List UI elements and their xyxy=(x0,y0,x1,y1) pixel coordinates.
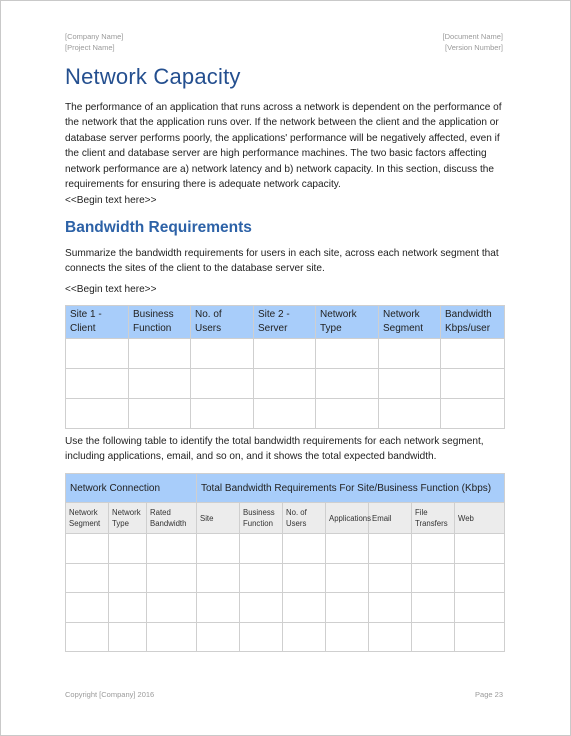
summary-paragraph: Summarize the bandwidth requirements for users in each site, across each network segment that connects the sites of the client to the database server site. xyxy=(65,248,499,275)
begin-text-placeholder: <<Begin text here>> xyxy=(65,284,157,295)
table-cell[interactable] xyxy=(455,593,505,623)
column-header: Network Segment xyxy=(66,503,109,534)
table-row xyxy=(66,369,505,399)
table-cell[interactable] xyxy=(316,399,379,429)
total-bandwidth-table xyxy=(65,473,505,652)
version-number: [Version Number] xyxy=(445,43,503,52)
table-cell[interactable] xyxy=(147,622,197,652)
table-cell[interactable] xyxy=(191,339,254,369)
header-left xyxy=(65,31,123,53)
column-header: Business Function xyxy=(129,306,191,339)
begin-text-placeholder: <<Begin text here>> xyxy=(65,195,157,206)
table-cell[interactable] xyxy=(240,534,283,564)
table-cell[interactable] xyxy=(455,563,505,593)
table-cell[interactable] xyxy=(197,563,240,593)
table2-intro-paragraph: Use the following table to identify the total bandwidth requirements for each network segment, including applications, email, and so on, and it shows the total expected bandwidth. xyxy=(65,436,484,463)
table-row xyxy=(66,399,505,429)
table-cell[interactable] xyxy=(254,339,316,369)
table-cell[interactable] xyxy=(369,622,412,652)
table-cell[interactable] xyxy=(441,369,505,399)
table-cell[interactable] xyxy=(369,593,412,623)
table-cell[interactable] xyxy=(191,399,254,429)
column-header: No. of Users xyxy=(283,503,326,534)
table-group-header-row xyxy=(66,474,505,503)
table-cell[interactable] xyxy=(283,593,326,623)
column-header: Network Segment xyxy=(379,306,441,339)
column-header: Rated Bandwidth xyxy=(147,503,197,534)
table-cell[interactable] xyxy=(455,534,505,564)
table-header-row xyxy=(66,306,505,339)
table-row xyxy=(66,593,505,623)
table-cell[interactable] xyxy=(129,369,191,399)
column-header: Site 2 - Server xyxy=(254,306,316,339)
table-cell[interactable] xyxy=(441,339,505,369)
table-cell[interactable] xyxy=(240,563,283,593)
table-cell[interactable] xyxy=(283,563,326,593)
table-row xyxy=(66,339,505,369)
bandwidth-table xyxy=(65,305,505,429)
table-cell[interactable] xyxy=(197,622,240,652)
table-cell[interactable] xyxy=(109,534,147,564)
project-name: [Project Name] xyxy=(65,43,115,52)
table-cell[interactable] xyxy=(326,563,369,593)
table-cell[interactable] xyxy=(66,563,109,593)
table-cell[interactable] xyxy=(412,563,455,593)
table-cell[interactable] xyxy=(379,339,441,369)
table-cell[interactable] xyxy=(147,534,197,564)
column-header: File Transfers xyxy=(412,503,455,534)
column-header: Business Function xyxy=(240,503,283,534)
company-name: [Company Name] xyxy=(65,32,124,41)
column-header: Network Type xyxy=(316,306,379,339)
table-cell[interactable] xyxy=(240,593,283,623)
table-cell[interactable] xyxy=(379,369,441,399)
table-cell[interactable] xyxy=(66,399,129,429)
table-cell[interactable] xyxy=(441,399,505,429)
column-header: Bandwidth Kbps/user xyxy=(441,306,505,339)
table-cell[interactable] xyxy=(109,593,147,623)
header-right xyxy=(443,31,503,53)
table-cell[interactable] xyxy=(147,593,197,623)
table-row xyxy=(66,534,505,564)
column-header: Web xyxy=(455,503,505,534)
total-bandwidth-header: Total Bandwidth Requirements For Site/Business Function (Kbps) xyxy=(197,474,505,503)
table-cell[interactable] xyxy=(240,622,283,652)
table-cell[interactable] xyxy=(66,534,109,564)
table-cell[interactable] xyxy=(316,369,379,399)
column-header: No. of Users xyxy=(191,306,254,339)
column-header: Site xyxy=(197,503,240,534)
footer-copyright: Copyright [Company] 2016 xyxy=(65,690,155,699)
table-cell[interactable] xyxy=(326,622,369,652)
network-connection-header: Network Connection xyxy=(66,474,197,503)
table-cell[interactable] xyxy=(326,593,369,623)
table-cell[interactable] xyxy=(66,339,129,369)
table-cell[interactable] xyxy=(283,622,326,652)
table-cell[interactable] xyxy=(412,593,455,623)
table-cell[interactable] xyxy=(109,622,147,652)
table-cell[interactable] xyxy=(455,622,505,652)
section-subtitle: Bandwidth Requirements xyxy=(65,219,252,236)
table-cell[interactable] xyxy=(412,534,455,564)
table-cell[interactable] xyxy=(66,593,109,623)
table-cell[interactable] xyxy=(66,622,109,652)
table-cell[interactable] xyxy=(326,534,369,564)
table-cell[interactable] xyxy=(129,399,191,429)
footer-page-number: Page 23 xyxy=(475,690,503,699)
document-name: [Document Name] xyxy=(442,32,503,41)
table-cell[interactable] xyxy=(316,339,379,369)
column-header: Applications xyxy=(326,503,369,534)
table-cell[interactable] xyxy=(379,399,441,429)
table-row xyxy=(66,563,505,593)
table-cell[interactable] xyxy=(66,369,129,399)
column-header: Network Type xyxy=(109,503,147,534)
table-cell[interactable] xyxy=(147,563,197,593)
table-cell[interactable] xyxy=(254,369,316,399)
table-cell[interactable] xyxy=(254,399,316,429)
column-header: Email xyxy=(369,503,412,534)
table-cell[interactable] xyxy=(283,534,326,564)
table-cell[interactable] xyxy=(109,563,147,593)
intro-paragraph: The performance of an application that runs across a network is dependent on the performance of the network that the application runs over. If the network between the client and the application or database server performs poorly, the applications' performance will be negatively affected, even if the client and database server are high performance machines. The two basic factors affecting network performance are a) network latency and b) network capacity. In this section, discuss the requirements for ensuring there is adequate network capacity. xyxy=(65,102,502,191)
table-cell[interactable] xyxy=(369,563,412,593)
table-cell[interactable] xyxy=(412,622,455,652)
table-cell[interactable] xyxy=(191,369,254,399)
table-cell[interactable] xyxy=(197,534,240,564)
table-cell[interactable] xyxy=(129,339,191,369)
table-cell[interactable] xyxy=(197,593,240,623)
table-cell[interactable] xyxy=(369,534,412,564)
column-header: Site 1 - Client xyxy=(66,306,129,339)
page-title: Network Capacity xyxy=(65,64,241,89)
table-subheader-row xyxy=(66,503,505,534)
table-row xyxy=(66,622,505,652)
